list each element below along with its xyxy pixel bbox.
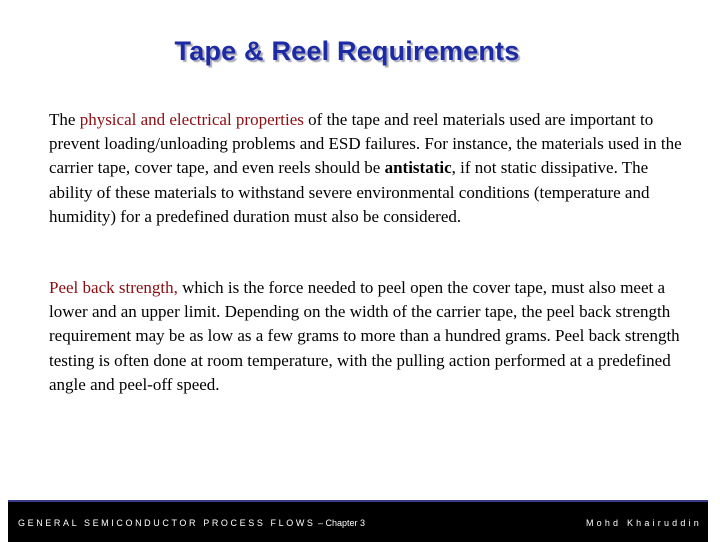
slide-title: Tape & Reel Requirements bbox=[174, 36, 520, 66]
footer-author: Mohd Khairuddin bbox=[585, 518, 702, 528]
paragraph1-intro: The bbox=[49, 110, 80, 129]
paragraph2-end: which is the force needed to peel open the cover tape, must also meet a lower and an upper limit. Depending on the width of the carrier tape, the peel back strength requirement may be as low as a few grams to more than a hundred grams. Peel back strength testing is often done at room temperature, with the pulling action performed at a predefined angle and peel-off speed. bbox=[49, 278, 680, 394]
paragraph-peel-strength bbox=[49, 276, 689, 397]
paragraph1-middle: of the tape and reel materials used are important to prevent loading/unloading problems and ESD failures. For instance, the materials used in the carrier tape, cover tape, and even reels should be bbox=[49, 110, 682, 178]
paragraph-properties bbox=[49, 108, 689, 229]
paragraph1-emphasis: antistatic bbox=[384, 158, 452, 178]
paragraph1-highlight: physical and electrical properties bbox=[79, 110, 304, 129]
paragraph2-highlight: Peel back strength, bbox=[49, 278, 178, 297]
footer-chapter: – Chapter 3 bbox=[315, 518, 366, 528]
paragraph1-end: , if not static dissipative. The ability of these materials to withstand severe environmental conditions (temperature and humidity) for a predefined duration must also be considered. bbox=[49, 158, 650, 226]
footer-course bbox=[18, 518, 365, 528]
footer-course-title: GENERAL SEMICONDUCTOR PROCESS FLOWS bbox=[18, 518, 316, 528]
footer-bar bbox=[8, 500, 708, 542]
